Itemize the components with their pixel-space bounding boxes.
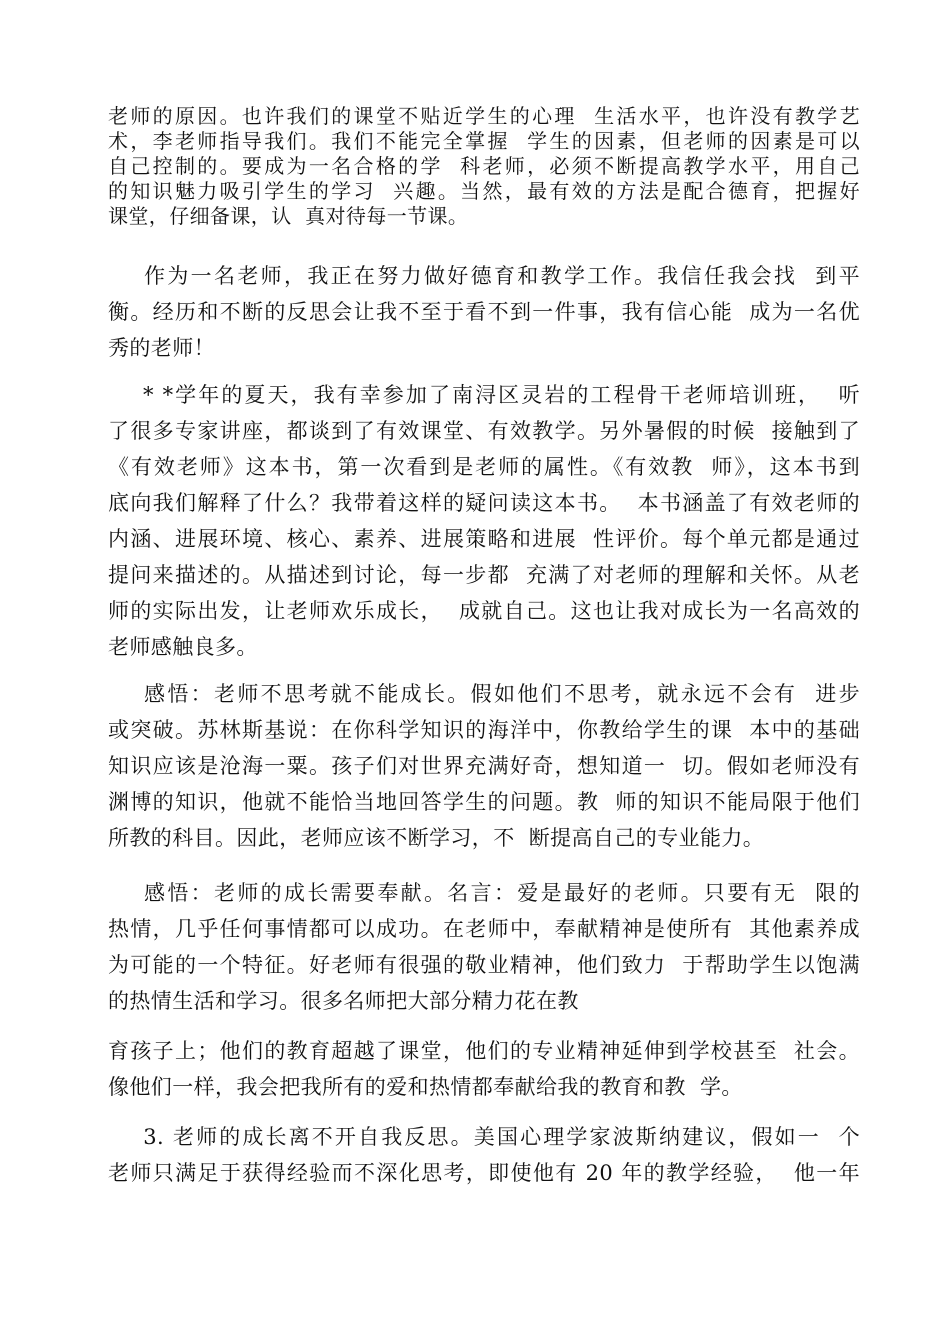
text-line: 为可能的一个特征。好老师有很强的敬业精神，他们致力 于帮助学生以饱满 [108, 953, 860, 977]
text-line: 或突破。苏林斯基说：在你科学知识的海洋中，你教给学生的课 本中的基础 [108, 718, 860, 742]
text-line: 底向我们解释了什么？我带着这样的疑问读这本书。 本书涵盖了有效老师的 [108, 491, 860, 515]
text-line: 术，李老师指导我们。我们不能完全掌握 学生的因素，但老师的因素是可以 [108, 129, 860, 153]
paragraph-6 [108, 1033, 860, 1105]
text-line: 自己控制的。要成为一名合格的学 科老师，必须不断提高教学水平，用自己 [108, 154, 860, 178]
paragraph-4 [108, 676, 860, 856]
text-line: 秀的老师！ [108, 336, 215, 360]
text-line: 衡。经历和不断的反思会让我不至于看不到一件事，我有信心能 成为一名优 [108, 300, 860, 324]
paragraph-1 [108, 104, 860, 229]
text-line: 热情，几乎任何事情都可以成功。在老师中，奉献精神是使所有 其他素养成 [108, 917, 860, 941]
text-line: 感悟：老师不思考就不能成长。假如他们不思考，就永远不会有 进步 [108, 682, 860, 706]
text-line: 内涵、进展环境、核心、素养、进展策略和进展 性评价。每个单元都是通过 [108, 527, 860, 551]
text-line: 育孩子上；他们的教育超越了课堂，他们的专业精神延伸到学校甚至 社会。 [108, 1039, 860, 1063]
text-line: 知识应该是沧海一粟。孩子们对世界充满好奇，想知道一 切。假如老师没有 [108, 754, 860, 778]
text-line: 的知识魅力吸引学生的学习 兴趣。当然，最有效的方法是配合德育，把握好 [108, 179, 860, 203]
text-line: 感悟：老师的成长需要奉献。名言：爱是最好的老师。只要有无 限的 [108, 881, 860, 905]
text-line: 了很多专家讲座，都谈到了有效课堂、有效教学。另外暑假的时候 接触到了 [108, 419, 860, 443]
text-line: 师的实际出发，让老师欢乐成长， 成就自己。这也让我对成长为一名高效的 [108, 599, 860, 623]
text-line: 的热情生活和学习。很多名师把大部分精力花在教 [108, 989, 579, 1013]
text-line: 提问来描述的。从描述到讨论，每一步都 充满了对老师的理解和关怀。从老 [108, 563, 860, 587]
text-line: 像他们一样，我会把我所有的爱和热情都奉献给我的教育和教 学。 [108, 1075, 743, 1099]
text-line: 老师感触良多。 [108, 635, 258, 659]
text-line: 3. 老师的成长离不开自我反思。美国心理学家波斯纳建议，假如一 个 [108, 1125, 860, 1149]
text-line: 作为一名老师，我正在努力做好德育和教学工作。我信任我会找 到平 [108, 264, 860, 288]
paragraph-2 [108, 258, 860, 366]
text-line: 所教的科目。因此，老师应该不断学习，不 断提高自己的专业能力。 [108, 826, 765, 850]
text-line: 老师的原因。也许我们的课堂不贴近学生的心理 生活水平，也许没有教学艺 [108, 104, 860, 128]
text-line: 老师只满足于获得经验而不深化思考，即使他有 20 年的教学经验， 他一年 [108, 1161, 860, 1185]
paragraph-5 [108, 875, 860, 1019]
paragraph-3 [108, 377, 860, 665]
text-line: 《有效老师》这本书，第一次看到是老师的属性。《有效教 师》，这本书到 [108, 455, 860, 479]
text-line: * *学年的夏天，我有幸参加了南浔区灵岩的工程骨干老师培训班， 听 [108, 383, 860, 407]
text-line: 课堂，仔细备课，认 真对待每一节课。 [108, 204, 469, 228]
text-line: 渊博的知识，他就不能恰当地回答学生的问题。教 师的知识不能局限于他们 [108, 790, 860, 814]
paragraph-7 [108, 1119, 860, 1191]
